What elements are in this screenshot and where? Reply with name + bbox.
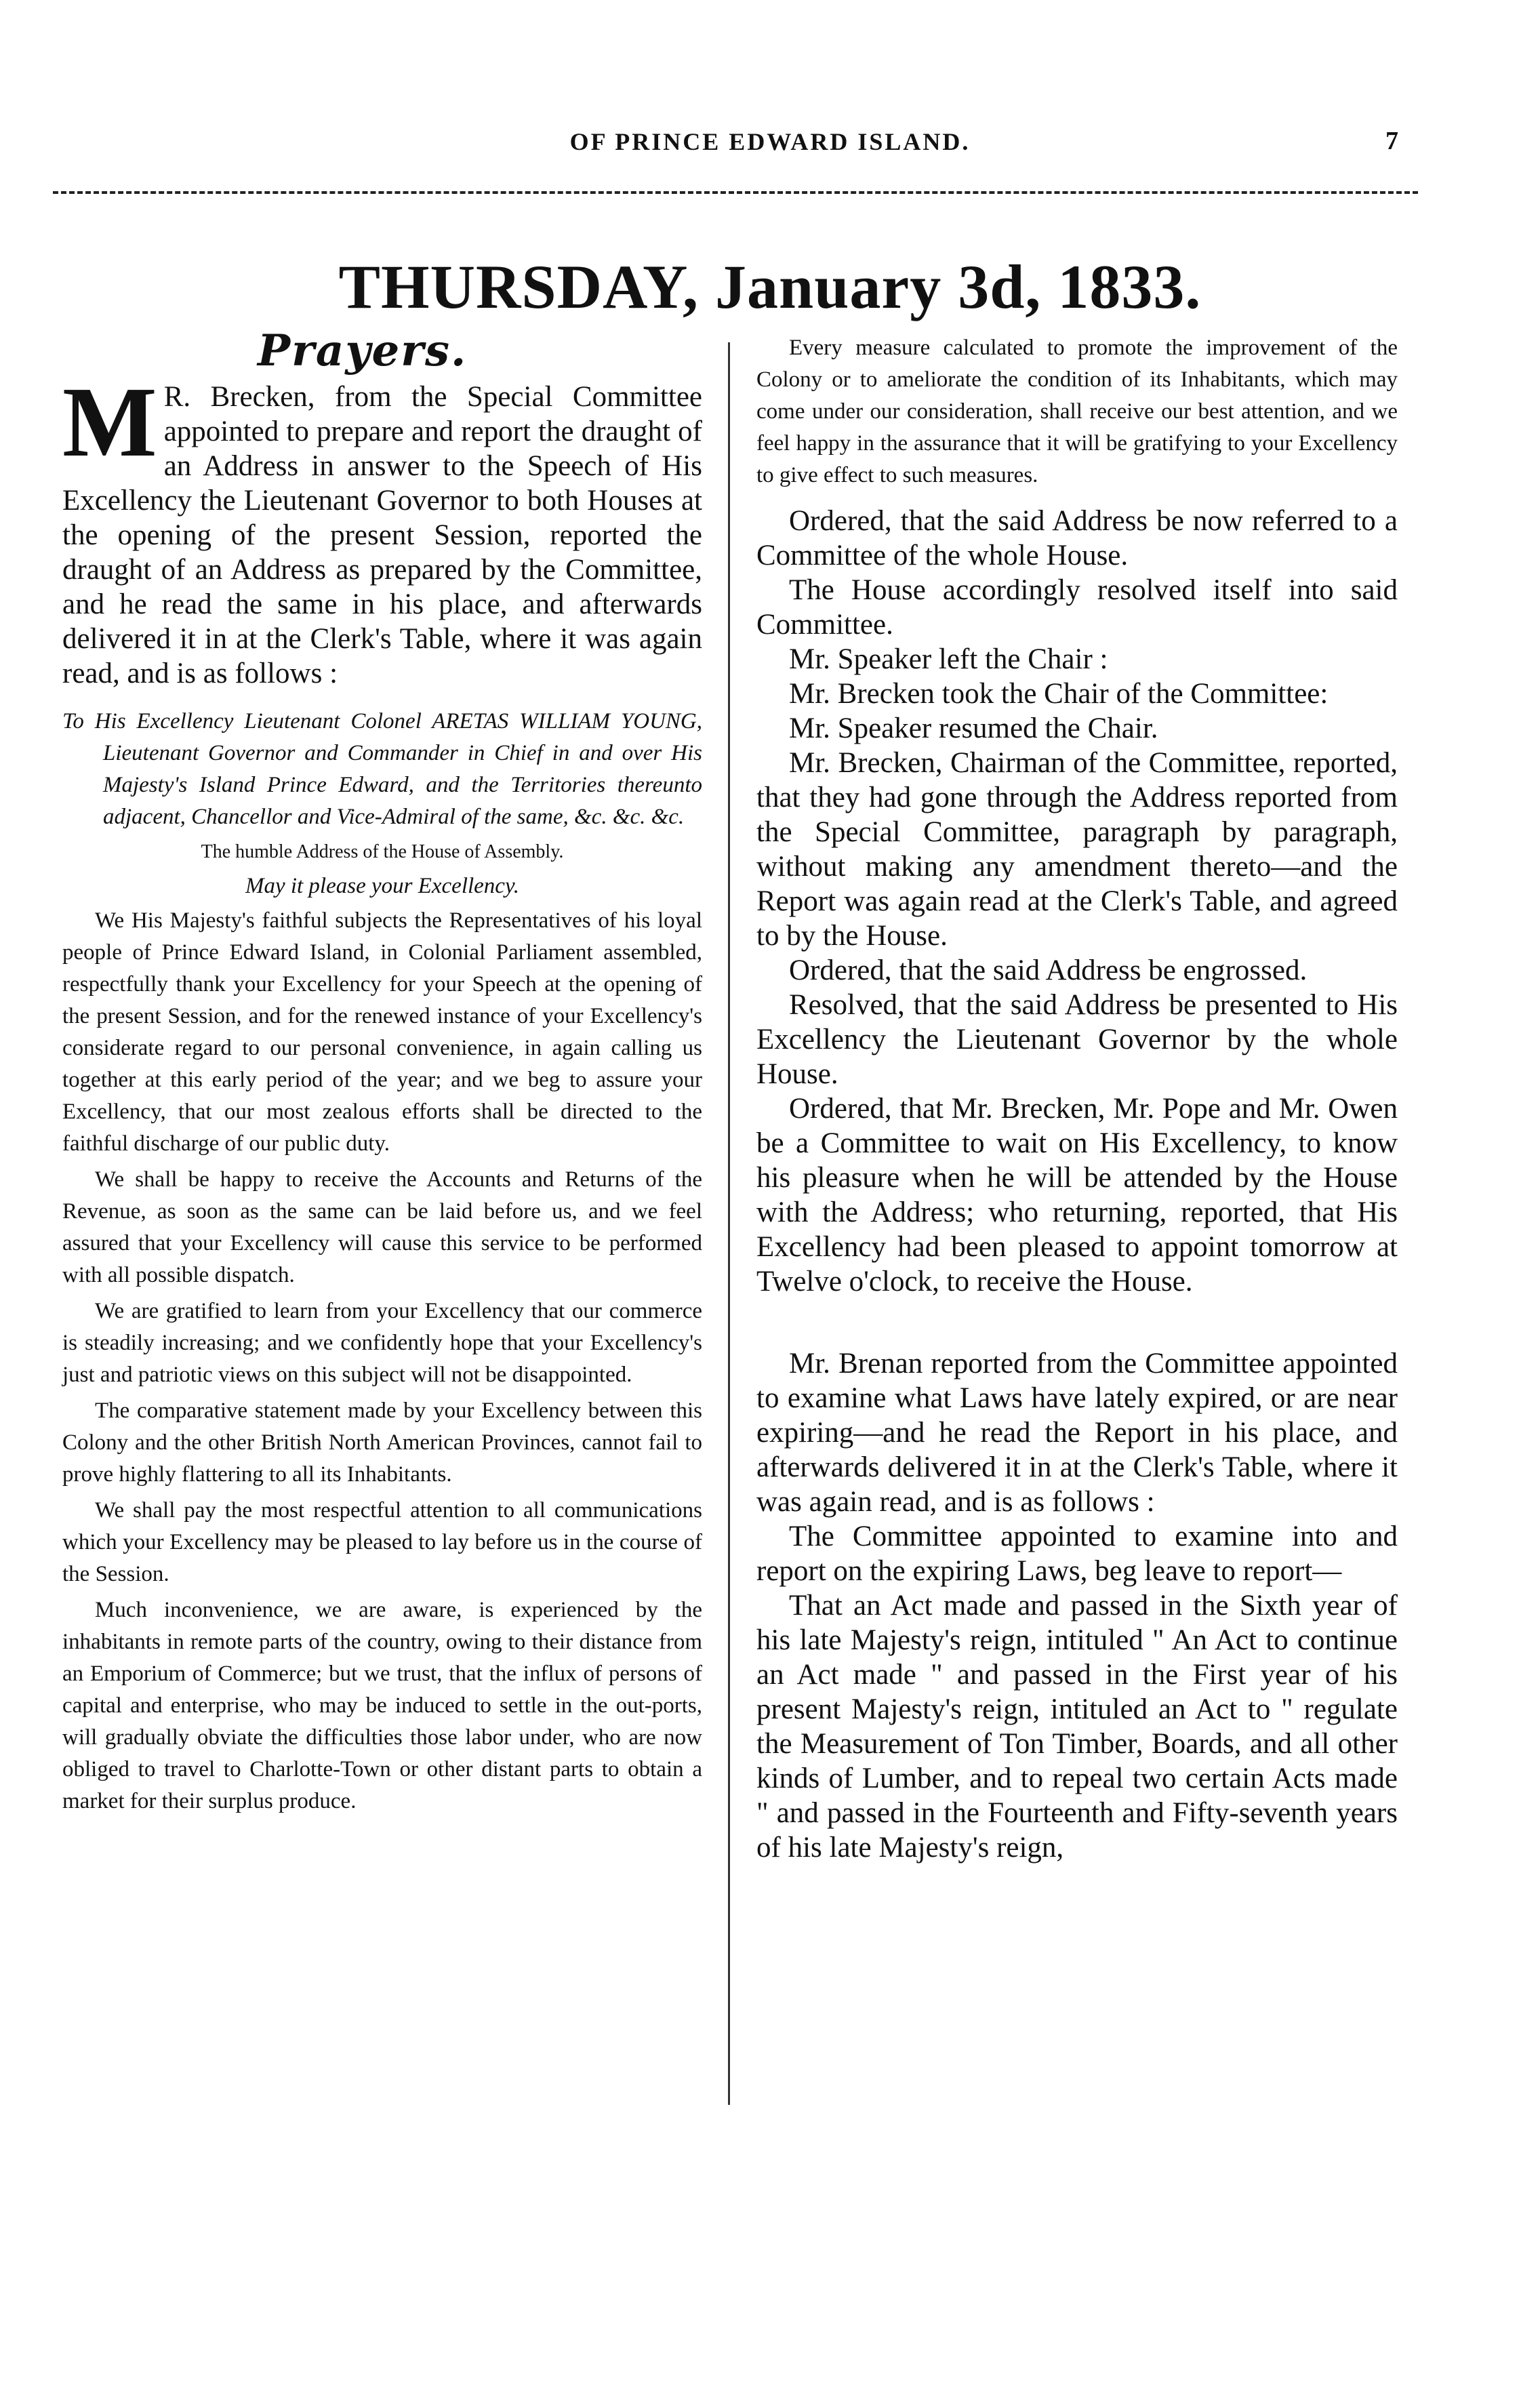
column-divider <box>728 342 730 2105</box>
proceeding: Mr. Speaker resumed the Chair. <box>789 712 1158 744</box>
address-paragraph: Much inconvenience, we are aware, is experienced by the inhabitants in remote parts of the country, owing to their distance from an Emporium of Commerce; but we trust, that the influx of persons of capital and enterprise, who may be induced to settle in the out-ports, will gradually obviate the difficulties those labor under, who are now obliged to travel to Charlotte-Town or other distant parts to obtain a market for their surplus produce. <box>62 1598 702 1813</box>
address-to: To His Excellency Lieutenant Colonel ARETAS WILLIAM YOUNG, Lieutenant Governor and Commander in Chief in and over His Majesty's Island Prince Edward, and the Territories thereunto adjacent, Chancellor and Vice-Admiral of the same, &c. &c. &c. <box>62 709 702 829</box>
address-paragraph: The comparative statement made by your Excellency between this Colony and the other British North American Provinces, cannot fail to prove highly flattering to all its Inhabitants. <box>62 1398 702 1487</box>
proceeding: Mr. Brecken, Chairman of the Committee, reported, that they had gone through the Address reported from the Special Committee, paragraph by paragraph, without making any amendment thereto—and the Report was again read at the Clerk's Table, and agreed to by the House. <box>756 747 1398 952</box>
left-column <box>62 367 702 1817</box>
running-head: OF PRINCE EDWARD ISLAND. <box>569 128 971 155</box>
address-paragraph: We His Majesty's faithful subjects the Representatives of his loyal people of Prince Edward Island, in Colonial Parliament assembled, respectfully thank your Excellency for your Speech at the opening of the present Session, and for the renewed instance of your Excellency's considerate regard to our personal convenience, in again calling us together at this early period of the year; and we beg to assure your Excellency, that our most zealous efforts shall be directed to the faithful discharge of our public duty. <box>62 908 702 1156</box>
opening-text: R. Brecken, from the Special Committee appointed to prepare and report the draught of an Address in answer to the Speech of His Excellency the Lieutenant Governor to both Houses at the opening of the present Session, reported the draught of an Address as prepared by the Committee, and he read the same in his place, and afterwards delivered it in at the Clerk's Table, where it was again read, and is as follows : <box>62 381 702 689</box>
proceeding: Resolved, that the said Address be presented to His Excellency the Lieutenant Governor by the whole House. <box>756 989 1398 1090</box>
expiring-laws-report: Mr. Brenan reported from the Committee appointed to examine what Laws have lately expired, or are near expiring—and he read the Report in his place, and afterwards delivered it in at the Clerk's Table, where it was again read, and is as follows : <box>756 1348 1398 1518</box>
proceeding: The House accordingly resolved itself into said Committee. <box>756 574 1398 641</box>
proceeding: Mr. Speaker left the Chair : <box>789 643 1108 675</box>
address-paragraph: We shall be happy to receive the Accounts and Returns of the Revenue, as soon as the same can be laid before us, and we feel assured that your Excellency will cause this service to be performed with all possible dispatch. <box>62 1167 702 1287</box>
address-paragraph: We shall pay the most respectful attention to all communications which your Excellency may be pleased to lay before us in the course of the Session. <box>62 1498 702 1586</box>
section-heading: Prayers. <box>258 325 468 376</box>
humble-address: The humble Address of the House of Assembly. <box>201 841 564 862</box>
address-paragraph: We are gratified to learn from your Excellency that our commerce is steadily increasing; and we confidently hope that your Excellency's just and patriotic views on this subject will not be disappointed. <box>62 1299 702 1387</box>
proceeding: Mr. Brecken took the Chair of the Committee: <box>789 678 1329 710</box>
proceeding: Ordered, that Mr. Brecken, Mr. Pope and Mr. Owen be a Committee to wait on His Excellency, to know his pleasure when he will be attended by the House with the Address; who returning, reported, that His Excellency had been pleased to appoint tomorrow at Twelve o'clock, to receive the House. <box>756 1093 1398 1297</box>
address-close: Every measure calculated to promote the improvement of the Colony or to ameliorate the condition of its Inhabitants, which may come under our consideration, shall receive our best attention, and we feel happy in the assurance that it will be gratifying to your Excellency to give effect to such measures. <box>756 336 1398 487</box>
header-rule <box>53 191 1418 194</box>
opening-paragraph <box>62 367 702 691</box>
drop-cap: M <box>62 367 157 478</box>
may-it-please: May it please your Excellency. <box>245 874 520 898</box>
day-title: THURSDAY, January 3d, 1833. <box>338 252 1202 321</box>
proceeding: Ordered, that the said Address be now referred to a Committee of the whole House. <box>756 505 1398 571</box>
proceeding: Ordered, that the said Address be engrossed. <box>789 954 1308 986</box>
expiring-laws-report: The Committee appointed to examine into and report on the expiring Laws, beg leave to report— <box>756 1521 1398 1587</box>
expiring-laws-report: That an Act made and passed in the Sixth year of his late Majesty's reign, intituled " An Act to continue an Act made " and passed in the First year of his present Majesty's reign, intituled an Act to " regulate the Measurement of Ton Timber, Boards, and all other kinds of Lumber, and to repeal two certain Acts made " and passed in the Fourteenth and Fifty-seventh years of his late Majesty's reign, <box>756 1590 1398 1864</box>
page-number: 7 <box>1385 127 1398 155</box>
right-column <box>756 332 1398 1865</box>
